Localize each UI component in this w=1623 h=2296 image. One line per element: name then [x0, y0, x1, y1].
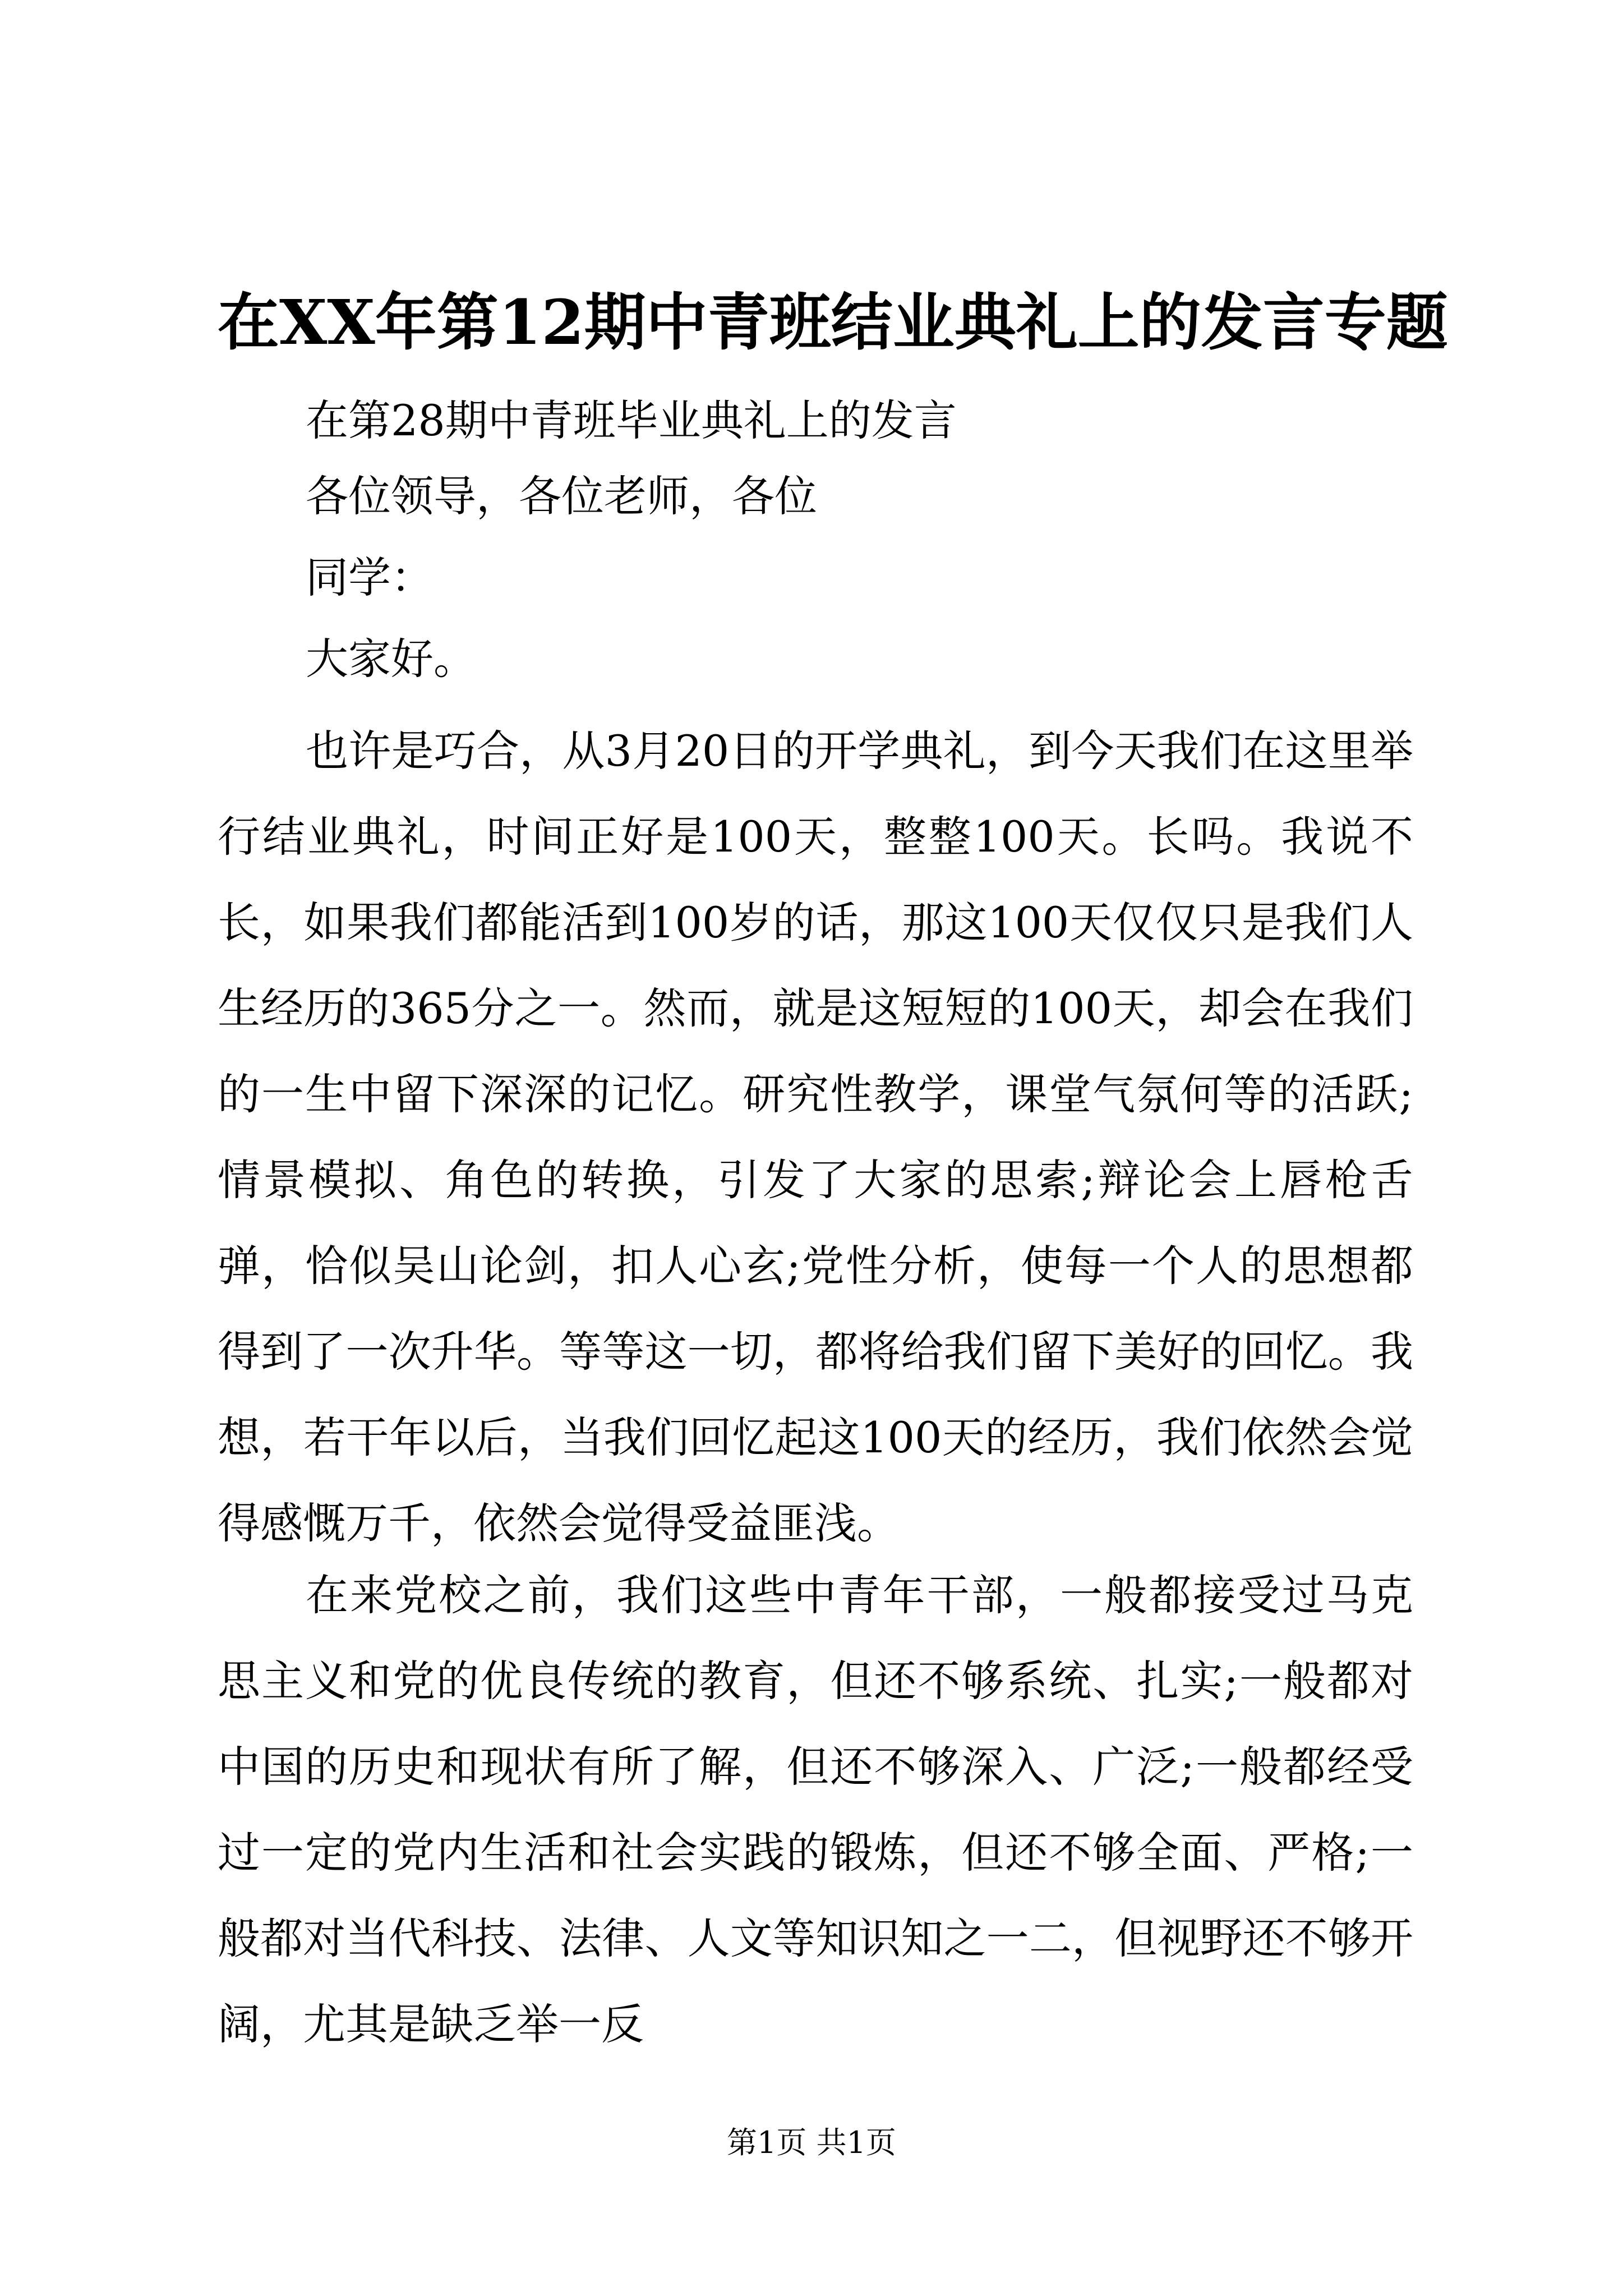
body-paragraph-1: 也许是巧合，从3月20日的开学典礼，到今天我们在这里举行结业典礼，时间正好是100天，整整100天。长吗。我说不长，如果我们都能活到100岁的话，那这100天仅仅只是我们人生经历的365分之一。然而，就是这短短的100天，却会在我们的一生中留下深深的记忆。研究性教学，课堂气氛何等的活跃;情景模拟、角色的转换，引发了大家的思索;辩论会上唇枪舌弹，恰似吴山论剑，扣人心玄;党性分析，使每一个人的思想都得到了一次升华。等等这一切，都将给我们留下美好的回忆。我想，若干年以后，当我们回忆起这100天的经历，我们依然会觉得感慨万千，依然会觉得受益匪浅。 — [218, 726, 1413, 1548]
document-subtitle: 在第28期中青班毕业典礼上的发言 — [306, 395, 957, 445]
body-paragraph-2: 在来党校之前，我们这些中青年干部，一般都接受过马克思主义和党的优良传统的教育，但还不够系统、扎实;一般都对中国的历史和现状有所了解，但还不够深入、广泛;一般都经受过一定的党内生活和社会实践的锻炼，但还不够全面、严格;一般都对当代科技、法律、人文等知识知之一二，但视野还不够开阔，尤其是缺乏举一反 — [218, 1570, 1413, 2049]
salutation-line-2: 同学： — [306, 553, 434, 602]
salutation-line-1: 各位领导，各位老师，各位 — [306, 471, 817, 521]
page-footer: 第1页 共1页 — [727, 2125, 896, 2160]
document-title: 在XX年第12期中青班结业典礼上的发言专题 — [218, 286, 1448, 358]
greeting: 大家好。 — [306, 634, 476, 684]
